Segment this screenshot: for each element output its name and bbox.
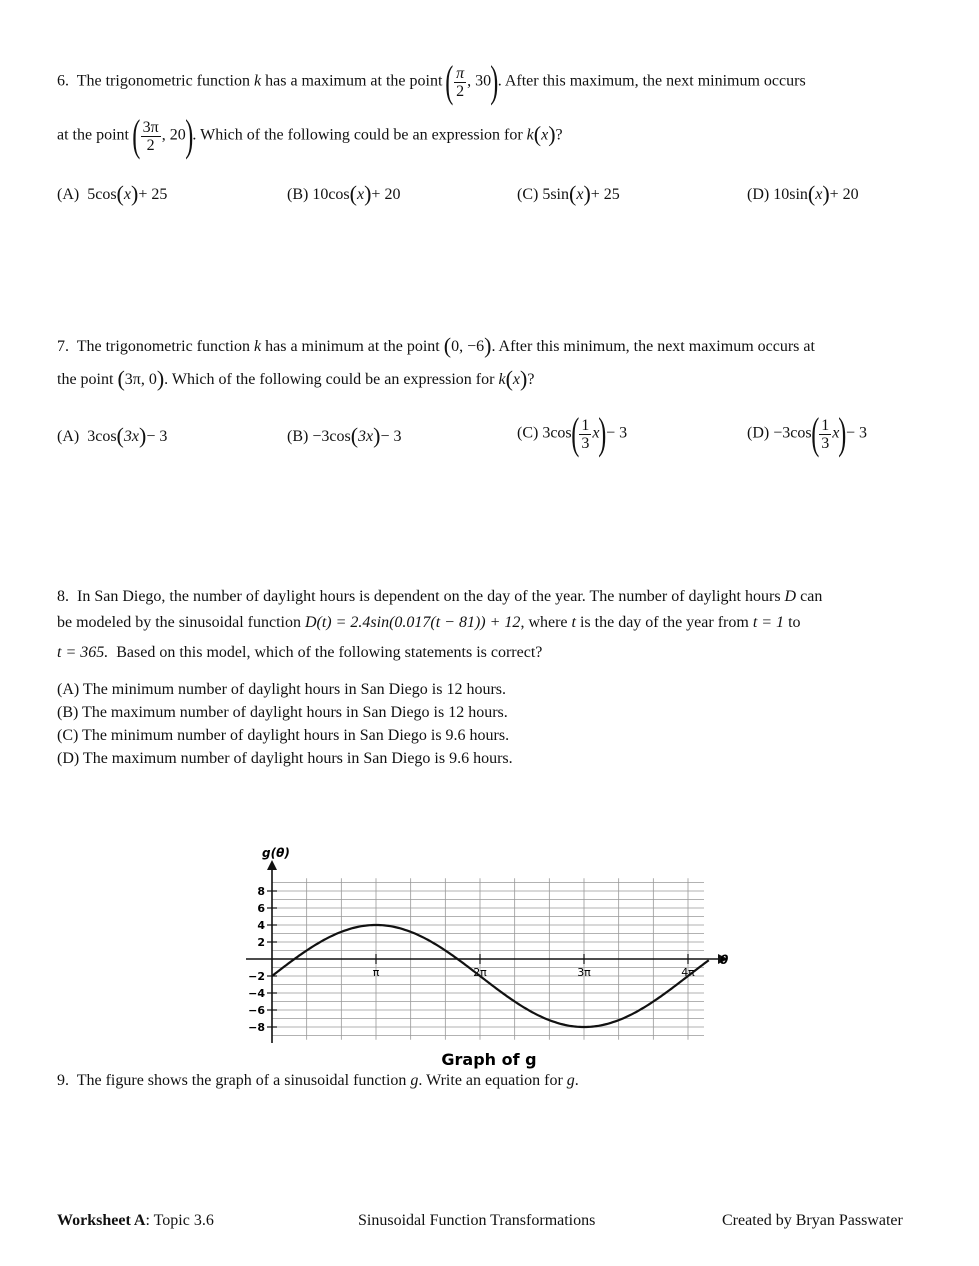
x-tick-label: 3π: [577, 966, 591, 979]
q8-line3: t = 365. Based on this model, which of the following statements is correct?: [57, 644, 543, 661]
q8-model-equation: D(t) = 2.4sin(0.017(t − 81)) + 12: [304, 614, 521, 631]
y-tick-label: −8: [248, 1021, 265, 1034]
y-tick-label: −4: [248, 987, 265, 1000]
q8-line2: be modeled by the sinusoidal function D(t) = 2.4sin(0.017(t − 81)) + 12, where t is the day of the year from t = 1 to: [57, 614, 801, 631]
x-tick-label: 4π: [681, 966, 695, 979]
y-axis-label: g(θ): [262, 846, 290, 860]
q7-option-a[interactable]: (A) 3cos(3x)− 3: [57, 423, 168, 448]
y-tick-label: −6: [248, 1004, 265, 1017]
q9-line: 9. The figure shows the graph of a sinusoidal function g. Write an equation for g.: [57, 1072, 579, 1089]
q6-option-c[interactable]: (C) 5sin(x)+ 25: [517, 181, 620, 206]
q7-line1: 7. The trigonometric function k has a minimum at the point (0, −6). After this minimum, the next maximum occurs at: [57, 333, 815, 358]
x-tick-label: π: [372, 966, 380, 979]
q7-line2: the point (3π, 0). Which of the following could be an expression for k(x)?: [57, 366, 535, 391]
footer-left: Worksheet A: Topic 3.6: [57, 1212, 214, 1229]
y-tick-label: 6: [257, 902, 265, 915]
q6-min-fraction: $\frac{3\pi}{2}$: [142, 118, 159, 154]
footer-center: Sinusoidal Function Transformations: [358, 1212, 596, 1229]
q8-option-c[interactable]: (C) The minimum number of daylight hours in San Diego is 9.6 hours.: [57, 727, 510, 744]
graph-caption: Graph of g: [441, 1050, 537, 1069]
q7-option-c[interactable]: (C) 3cos( $\frac{1}{3}$ x)− 3: [517, 409, 628, 458]
y-tick-label: 2: [257, 936, 265, 949]
q6-option-a[interactable]: (A) 5cos(x)+ 25: [57, 181, 168, 206]
q8-option-d[interactable]: (D) The maximum number of daylight hours in San Diego is 9.6 hours.: [57, 750, 513, 767]
q7-option-b[interactable]: (B) −3cos(3x)− 3: [287, 423, 402, 448]
q6-option-d[interactable]: (D) 10sin(x)+ 20: [747, 181, 859, 206]
y-tick-label: −2: [248, 970, 265, 983]
q6-line1: 6. The trigonometric function k has a maximum at the point ( $\frac{\pi}{2}$ , 30). After this maximum, the next minimum occurs: [57, 57, 806, 106]
q6-option-b[interactable]: (B) 10cos(x)+ 20: [287, 181, 401, 206]
x-axis-label: θ: [720, 953, 729, 967]
q6-max-fraction: $\frac{\pi}{2}$: [456, 64, 465, 100]
x-tick-label: 2π: [473, 966, 487, 979]
q6-line2: at the point ( $\frac{3\pi}{2}$ , 20). Which of the following could be an expression for k(x)?: [57, 111, 563, 160]
q7-option-d[interactable]: (D) −3cos( $\frac{1}{3}$ x)− 3: [747, 409, 868, 458]
q8-option-b[interactable]: (B) The maximum number of daylight hours in San Diego is 12 hours.: [57, 704, 508, 721]
q8-line1: 8. In San Diego, the number of daylight hours is dependent on the day of the year. The number of daylight hours D can: [57, 588, 823, 605]
y-tick-label: 4: [257, 919, 265, 932]
footer-right: Created by Bryan Passwater: [722, 1212, 903, 1229]
q8-option-a[interactable]: (A) The minimum number of daylight hours in San Diego is 12 hours.: [57, 681, 506, 698]
graph-axes: [246, 860, 728, 1043]
y-tick-label: 8: [257, 885, 265, 898]
